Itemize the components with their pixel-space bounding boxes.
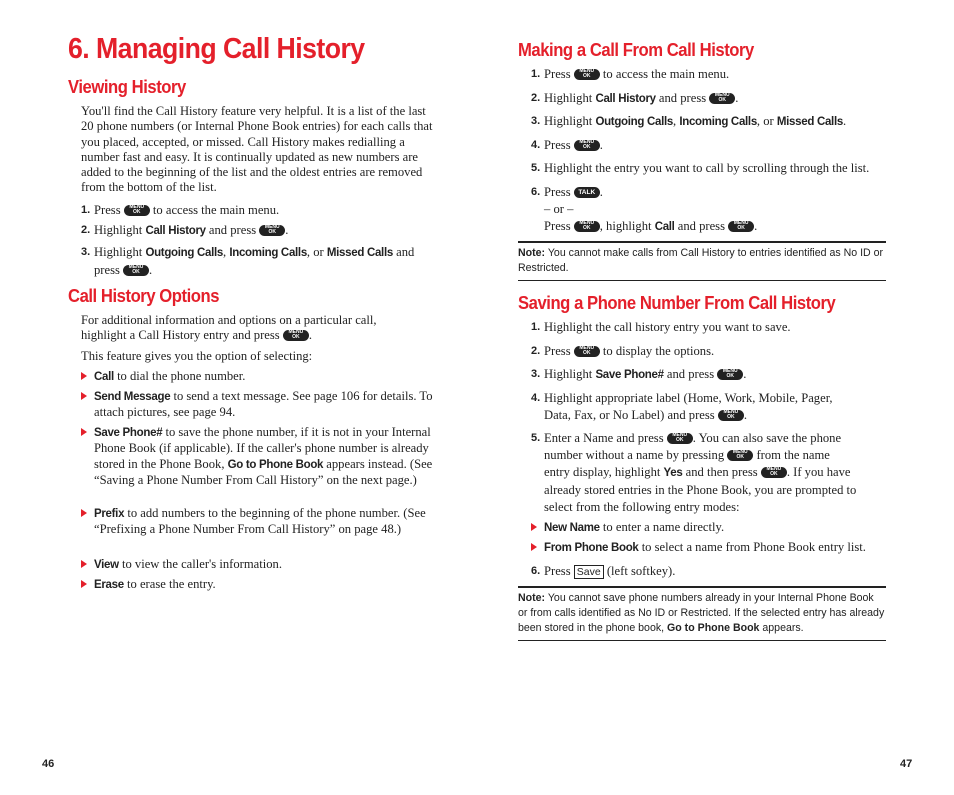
options-intro: For additional information and options on a particular call, highlight a Call History entry and press MENU OK .	[81, 313, 377, 343]
page-number-right: 47	[900, 758, 913, 770]
menu-ok-key-icon: MENU OK	[717, 369, 743, 380]
bullet-arrow-icon	[81, 392, 87, 400]
making-call-heading: Making a Call From Call History	[518, 39, 754, 60]
bullet-arrow-icon	[81, 372, 87, 380]
bullet-arrow-icon	[81, 428, 87, 436]
menu-ok-key-icon: MENU OK	[709, 93, 735, 104]
saving-number-heading: Saving a Phone Number From Call History	[518, 292, 836, 313]
page-number-left: 46	[42, 758, 55, 770]
menu-ok-key-icon: MENU OK	[574, 140, 600, 151]
menu-ok-key-icon: MENU OK	[574, 346, 600, 357]
bullet-arrow-icon	[81, 560, 87, 568]
menu-ok-key-icon: MENU OK	[124, 205, 150, 216]
bullet-arrow-icon	[81, 580, 87, 588]
making-note: Note: You cannot make calls from Call History to entries identified as No ID or Restricted.	[518, 241, 886, 281]
menu-ok-key-icon: MENU OK	[259, 225, 285, 236]
menu-ok-key-icon: MENU OK	[718, 410, 744, 421]
bullet-arrow-icon	[81, 509, 87, 517]
bullet-arrow-icon	[531, 523, 537, 531]
menu-ok-key-icon: MENU OK	[123, 265, 149, 276]
menu-ok-key-icon: MENU OK	[761, 467, 787, 478]
saving-note: Note: You cannot save phone numbers already in your Internal Phone Book or from calls identified as No ID or Restricted. If the selected entry has already been stored in the phone book, Go to Phone Book appears.	[518, 586, 886, 641]
menu-ok-key-icon: MENU OK	[283, 330, 309, 341]
options-selecting: This feature gives you the option of selecting:	[81, 349, 313, 363]
menu-ok-key-icon: MENU OK	[574, 221, 600, 232]
bullet-arrow-icon	[531, 543, 537, 551]
menu-ok-key-icon: MENU OK	[574, 69, 600, 80]
save-softkey-icon: Save	[574, 565, 604, 579]
menu-ok-key-icon: MENU OK	[667, 433, 693, 444]
talk-key-icon: TALK	[574, 187, 600, 198]
call-history-options-heading: Call History Options	[68, 285, 220, 306]
viewing-history-heading: Viewing History	[68, 76, 186, 97]
menu-ok-key-icon: MENU OK	[728, 221, 754, 232]
viewing-history-intro: You'll find the Call History feature very helpful. It is a list of the last 20 phone numbers (or Internal Phone Book entries) for each calls that you placed, accepted, or missed. Call History makes redialling a number fast and easy. It is continually updated as new numbers are added to the beginning of the list and the oldest entries are removed from the bottom of the list.	[81, 104, 433, 195]
menu-ok-key-icon: MENU OK	[727, 450, 753, 461]
page-title: 6. Managing Call History	[68, 33, 365, 65]
